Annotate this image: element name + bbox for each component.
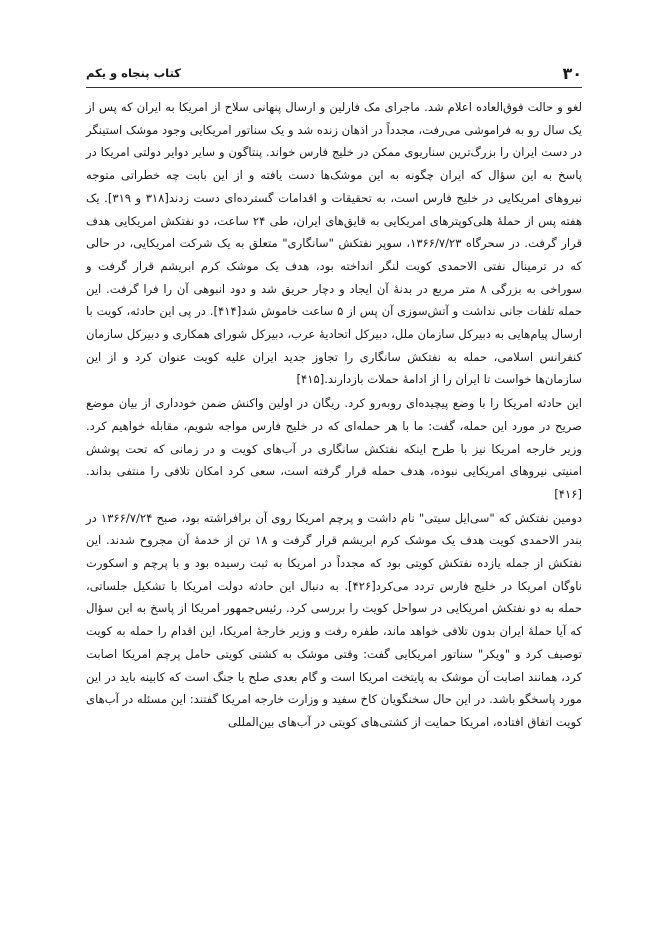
book-title: کتاب پنجاه و یکم [86,66,181,80]
running-header [86,62,582,84]
paragraph-3: دومین نفتکش که "سی‌ایل سیتی" نام داشت و پرچم امریکا روی آن برافراشته بود، صبح ۱۳۶۶/۷/۲۴ در بندر الاحمدی کویت هدف یک موشک کرم ابریشم قرار گرفت و ۱۸ تن از خدمهٔ آن مجروح شدند. این نفتکش از جمله یازده نفتکش کویتی بود که مجدداً در امریکا به ثبت رسیده بود و با پرچم و اسکورت ناوگان امریکا در خلیج فارس تردد می‌کرد[۴۲۶]. به دنبال این حادثه دولت امریکا با تشکیل جلساتی، حمله به دو نفتکش امریکایی در سواحل کویت را بررسی کرد. رئیس‌جمهور امریکا از پاسخ به این سؤال که آیا حملهٔ ایران بدون تلافی خواهد ماند، طفره رفت و وزیر خارجهٔ امریکا، این اقدام را حمله به کویت توصیف کرد و "ویکر" سناتور امریکایی گفت: وقتی موشک به کشتی کویتی حامل پرچم امریکا اصابت کرد، همانند اصابت آن موشک به پایتخت امریکا است و گام بعدی صلح یا جنگ است که کابینه باید در این مورد پاسخگو باشد. در این حال سخنگویان کاخ سفید و وزارت خارجه امریکا گفتند: این مسئله در آب‌های کویت اتفاق افتاده، امریکا حمایت از کشتی‌های کویتی در آب‌های بین‌المللی [86,510,583,729]
paragraph-2: این حادثه امریکا را با وضع پیچیده‌ای روبه‌رو کرد. ریگان در اولین واکنش ضمن خودداری از بیان موضع صریح در مورد این حمله، گفت: ما با هر حمله‌ای که در خلیج فارس مواجه شویم، مقابله خواهیم کرد. وزیر خارجه امریکا نیز با طرح اینکه نفتکش سانگاری در آب‌های کویت و در زمانی که تحت پوشش امنیتی نیروهای امریکایی نبوده، هدف حمله قرار گرفته است، سعی کرد امکان تلافی را منتفی بداند.[۴۱۶] [86,396,582,501]
paragraph-1: لغو و حالت فوق‌العاده اعلام شد. ماجرای مک فارلین و ارسال پنهانی سلاح از امریکا به ایران که پس از یک سال رو به فراموشی می‌رفت، مجدداً در اذهان زنده شد و یک سناتور امریکایی وجود موشک استینگر در دست ایران را بزرگ‌ترین سناریوی ممکن در خلیج فارس خواند. پنتاگون و سایر دوایر دولتی امریکا در پاسخ به این سؤال که ایران چگونه به این موشک‌ها دست یافته و از این بابت چه خطراتی متوجه نیروهای امریکایی در خلیج فارس است، به تحقیقات و اقدامات گسترده‌ای دست زدند[۳۱۸ و ۳۱۹]. یک هفته پس از حملهٔ هلی‌کوپترهای امریکایی به قایق‌های ایران، طی ۲۴ ساعت، دو نفتکش امریکایی هدف قرار گرفت. در سحرگاه ۱۳۶۶/۷/۲۳، سوپر نفتکش "سانگاری" متعلق به یک شرکت امریکایی، در حالی که در ترمینال نفتی الاحمدی کویت لنگر انداخته بود، هدف یک موشک کرم ابریشم قرار گرفت و سوراخی به بزرگی ۸ متر مربع در بدنهٔ آن ایجاد و دچار حریق شد و دود انبوهی آن را فرا گرفت. این حمله تلفات جانی نداشت و آتش‌سوزی آن پس از ۵ ساعت خاموش شد[۴۱۴]. در پی این حادثه، کویت با ارسال پیام‌هایی به دبیرکل سازمان ملل، دبیرکل اتحادیهٔ عرب، دبیرکل شورای همکاری و دبیرکل سازمان کنفرانس اسلامی، حمله به نفتکش سانگاری را تجاوز جدید ایران علیه کویت عنوان کرد و از این سازمان‌ها خواست تا ایران را از ادامهٔ حملات بازدارند.[۴۱۵] [86,100,583,387]
body-text [86,96,582,735]
page-number: ۳۰ [562,63,582,83]
header-divider [86,87,582,88]
